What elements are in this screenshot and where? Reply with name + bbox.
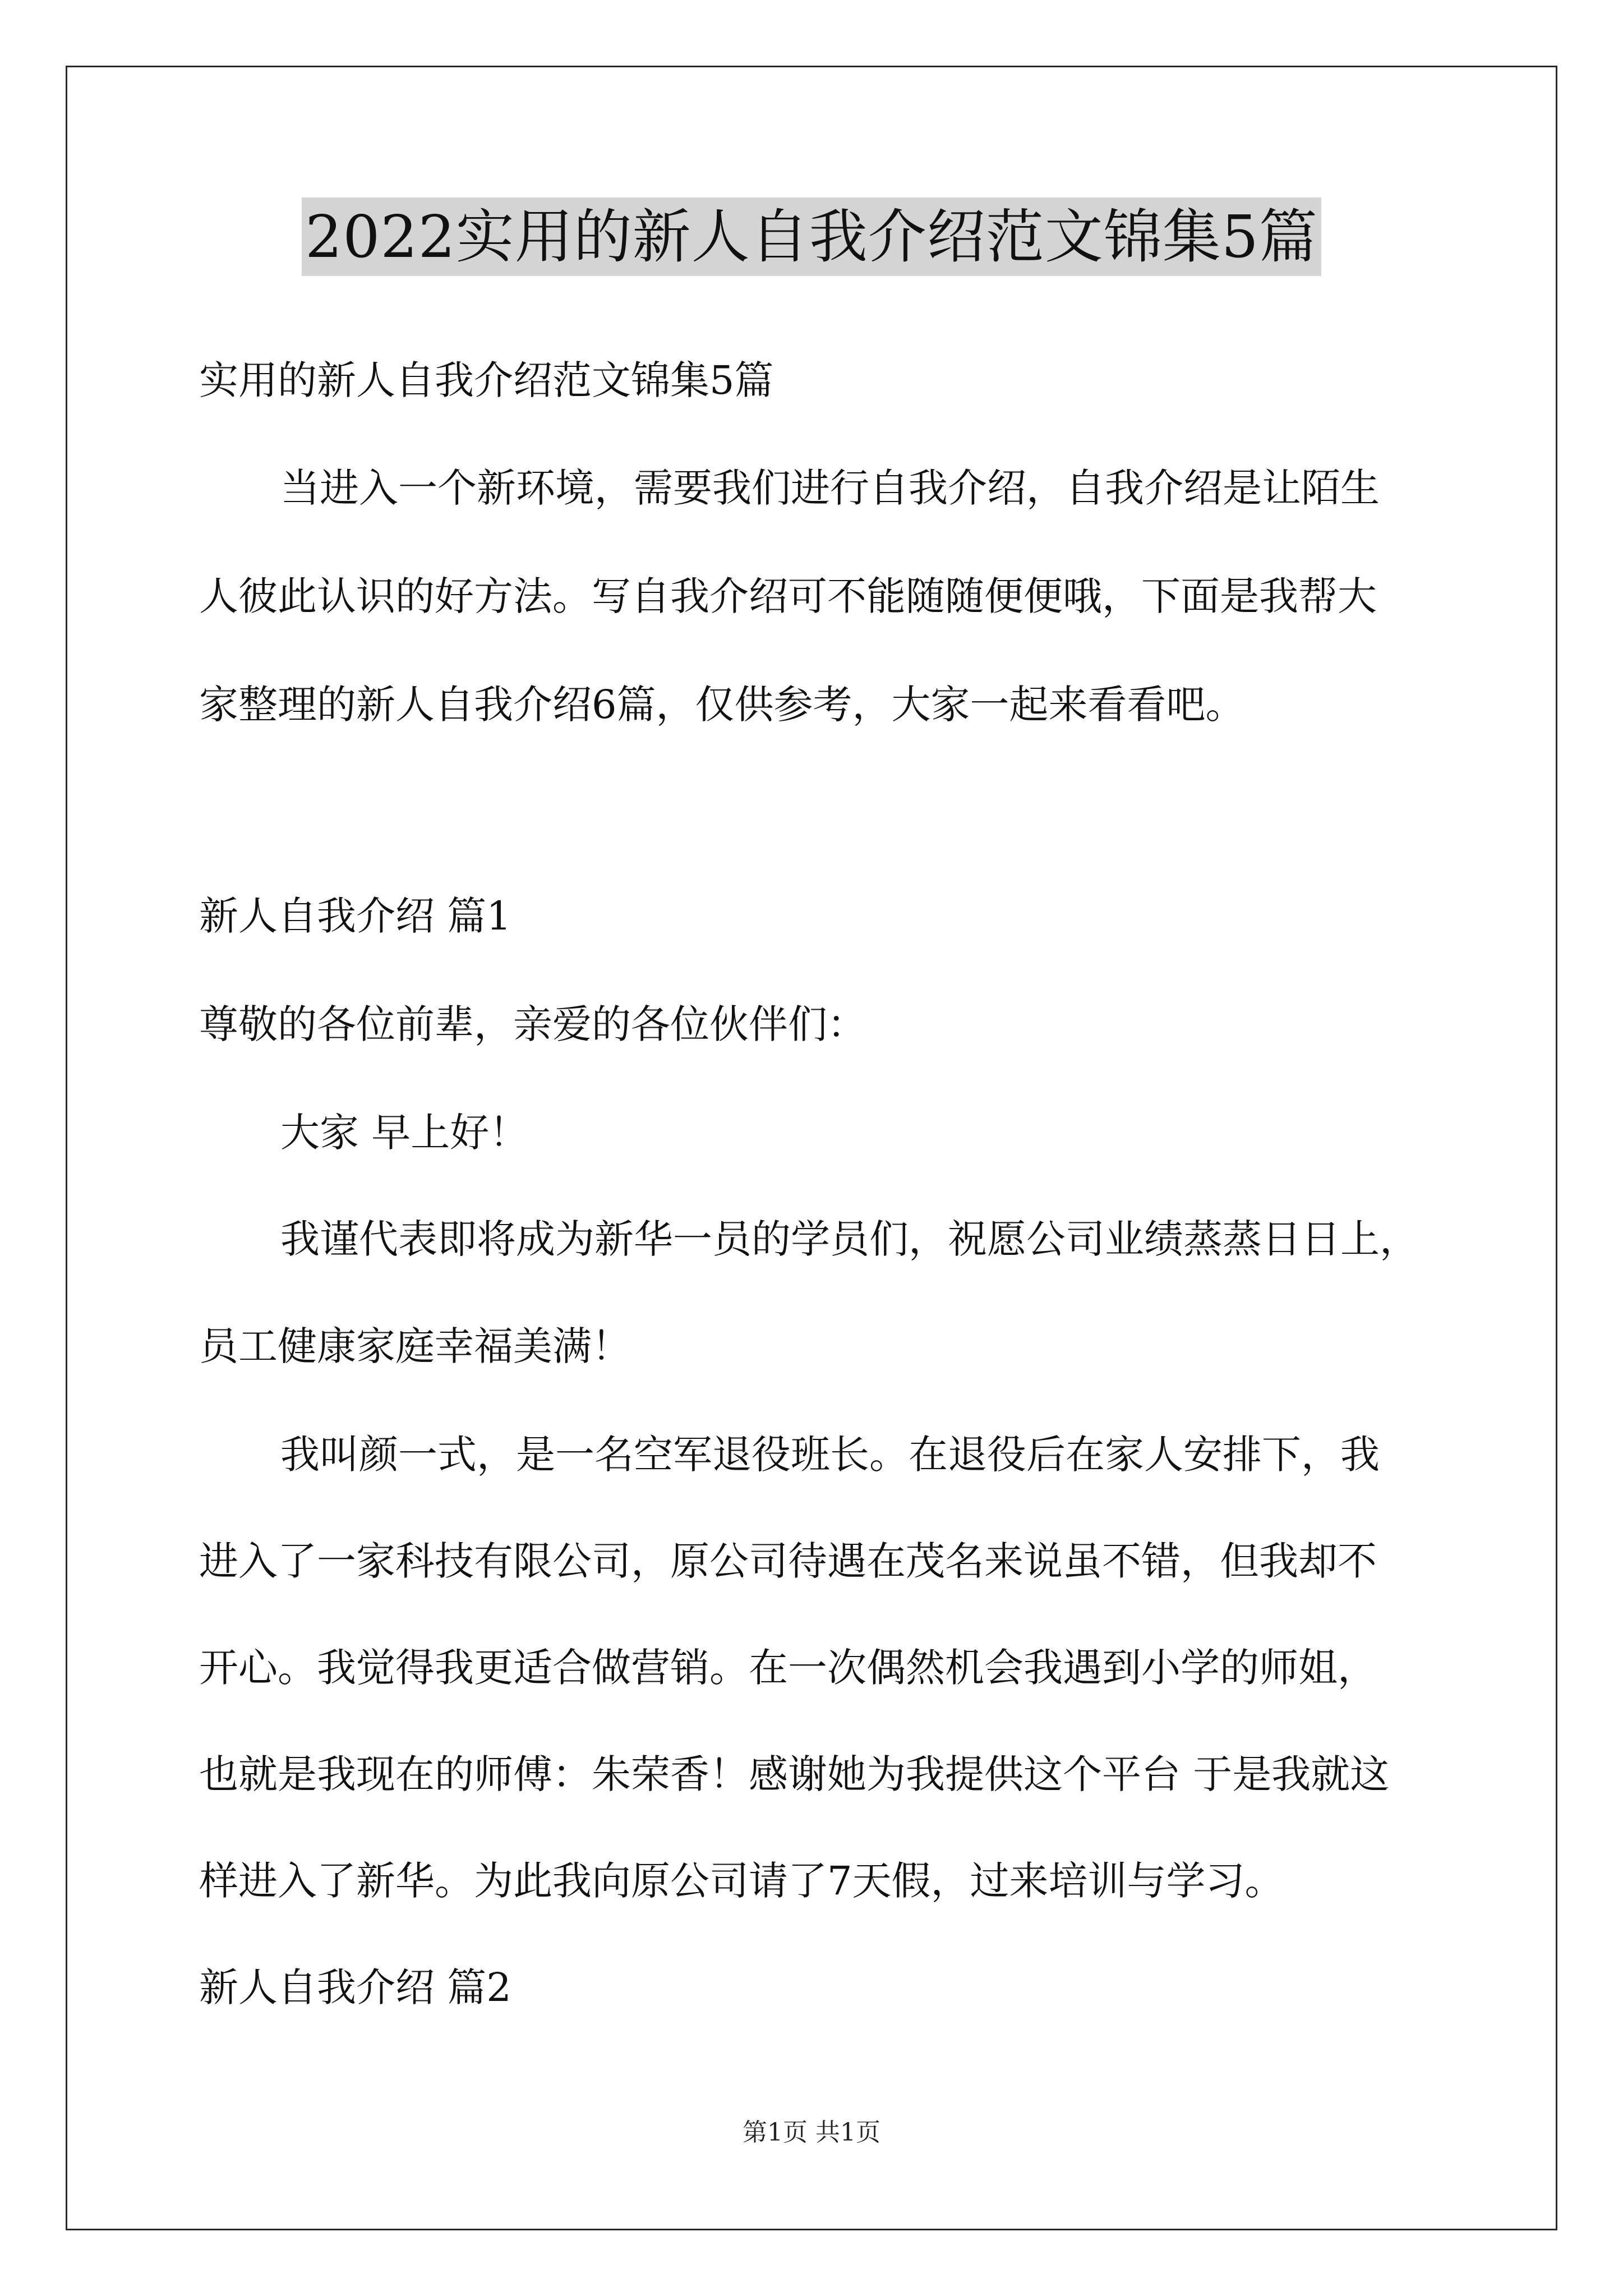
salutation: 尊敬的各位前辈，亲爱的各位伙伴们： (199, 1001, 866, 1047)
page-footer: 第1页 共1页 (743, 2118, 880, 2147)
greeting: 大家 早上好！ (280, 1110, 529, 1156)
intro-line: 当进入一个新环境，需要我们进行自我介绍，自我介绍是让陌生 (280, 465, 1380, 511)
document-title: 2022实用的新人自我介绍范文锦集5篇 (302, 197, 1321, 276)
intro-line: 人彼此认识的好方法。写自我介绍可不能随随便便哦，下面是我帮大 (199, 573, 1377, 619)
paragraph-line: 开心。我觉得我更适合做营销。在一次偶然机会我遇到小学的师姐， (199, 1645, 1377, 1691)
document-title-wrap (0, 197, 1623, 276)
paragraph-line: 进入了一家科技有限公司，原公司待遇在茂名来说虽不错，但我却不 (199, 1538, 1377, 1584)
section-heading-2: 新人自我介绍 篇2 (199, 1964, 511, 2010)
section-heading-1: 新人自我介绍 篇1 (199, 893, 511, 939)
paragraph-line: 员工健康家庭幸福美满！ (199, 1323, 631, 1369)
intro-line: 家整理的新人自我介绍6篇，仅供参考，大家一起来看看吧。 (199, 682, 1245, 728)
paragraph-line: 样进入了新华。为此我向原公司请了7天假，过来培训与学习。 (199, 1858, 1284, 1904)
paragraph-line: 我叫颜一式，是一名空军退役班长。在退役后在家人安排下，我 (280, 1432, 1380, 1478)
paragraph-line: 我谨代表即将成为新华一员的学员们，祝愿公司业绩蒸蒸日日上， (280, 1216, 1419, 1262)
paragraph-line: 也就是我现在的师傅：朱荣香！感谢她为我提供这个平台 于是我就这 (199, 1751, 1390, 1797)
document-subtitle: 实用的新人自我介绍范文锦集5篇 (199, 357, 774, 403)
